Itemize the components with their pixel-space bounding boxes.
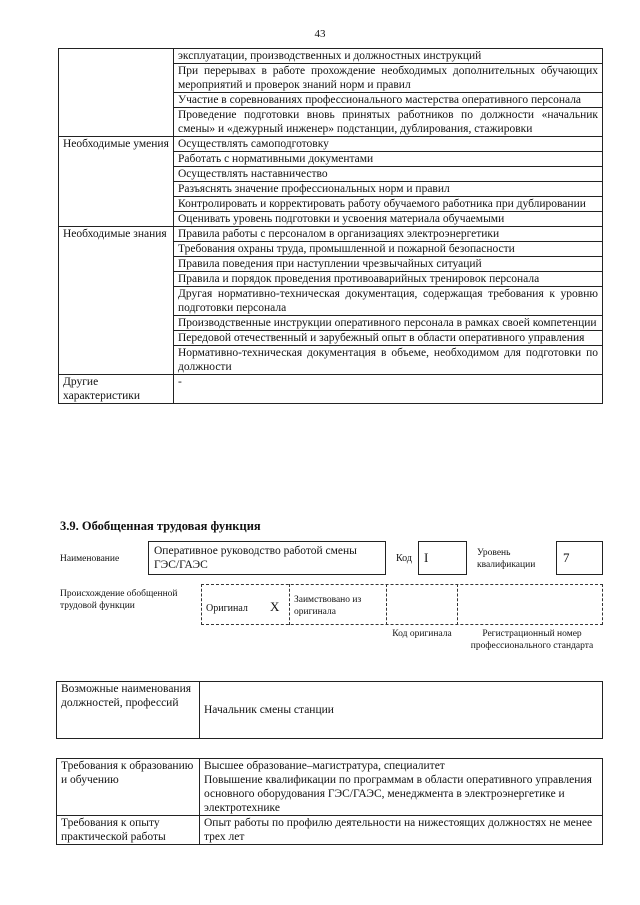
table-row [59,49,603,64]
row-item: Другая нормативно-техническая документация, содержащая требования к уровню подготовки персонала [174,287,603,316]
page-number: 43 [314,28,326,40]
code-label: Код [396,553,412,564]
borrowed-label: Заимствовано из оригинала [294,595,362,617]
competency-table [58,48,603,404]
row-label: Необходимые умения [59,137,174,227]
table-row [59,227,603,242]
row-item: Работать с нормативными документами [174,152,603,167]
origin-box [201,584,603,625]
row-item: Проведение подготовки вновь принятых работников по должности «начальник смены» и «дежурный инженер» подстанции, дублирования, стажировки [174,108,603,137]
table-row [59,137,603,152]
row-item: Разъяснять значение профессиональных норм и правил [174,182,603,197]
table-row [59,375,603,404]
positions-label: Возможные наименования должностей, профессий [57,682,200,739]
level-value-box [556,541,603,575]
origin-divider [289,584,291,625]
origin-divider [386,584,388,625]
original-mark: X [270,599,280,614]
reg-number-label: Регистрационный номер профессионального стандарта [470,629,594,651]
name-value: Оперативное руководство работой смены ГЭС/ГАЭС [154,545,357,571]
experience-label: Требования к опыту практической работы [57,816,200,845]
experience-value: Опыт работы по профилю деятельности на нижестоящих должностях не менее трех лет [200,816,603,845]
row-item: Контролировать и корректировать работу обучаемого работника при дублировании [174,197,603,212]
row-item: Участие в соревнованиях профессионального мастерства оперативного персонала [174,93,603,108]
row-item: Нормативно-техническая документация в объеме, необходимом для подготовки по должности [174,346,603,375]
name-label: Наименование [60,554,120,564]
original-label: Оригинал [206,603,248,614]
education-line: Высшее образование–магистратура, специалитет [204,760,445,772]
section-title: 3.9. Обобщенная трудовая функция [60,519,261,533]
row-label [59,49,174,137]
code-value-box [418,541,467,575]
row-item: Правила работы с персоналом в организациях электроэнергетики [174,227,603,242]
level-label: Уровень квалификации [477,548,536,570]
row-item: эксплуатации, производственных и должностных инструкций [174,49,603,64]
education-line: Повышение квалификации по программам в области оперативного управления основного оборудования ГЭС/ГАЭС, менеджмента в электроэнергетике и электротехнике [204,774,592,814]
positions-value: Начальник смены станции [200,682,603,739]
row-item: Требования охраны труда, промышленной и пожарной безопасности [174,242,603,257]
row-item: - [174,375,603,404]
row-label: Необходимые знания [59,227,174,375]
origin-divider [457,584,459,625]
code-original-label: Код оригинала [392,629,452,639]
row-item: Производственные инструкции оперативного персонала в рамках своей компетенции [174,316,603,331]
positions-table [56,681,603,739]
row-item: Осуществлять наставничество [174,167,603,182]
requirements-table [56,758,603,845]
code-value: I [424,550,429,565]
row-item: Осуществлять самоподготовку [174,137,603,152]
origin-label: Происхождение обобщенной трудовой функции [60,589,178,611]
level-value: 7 [563,550,570,565]
row-item: Передовой отечественный и зарубежный опыт в области оперативного управления [174,331,603,346]
row-label: Другие характеристики [59,375,174,404]
name-value-box [148,541,386,575]
education-label: Требования к образованию и обучению [57,759,200,816]
row-item: Правила и порядок проведения противоаварийных тренировок персонала [174,272,603,287]
row-item: При перерывах в работе прохождение необходимых дополнительных обучающих мероприятий и проверок знаний норм и правил [174,64,603,93]
row-item: Оценивать уровень подготовки и усвоения материала обучаемыми [174,212,603,227]
row-item: Правила поведения при наступлении чрезвычайных ситуаций [174,257,603,272]
